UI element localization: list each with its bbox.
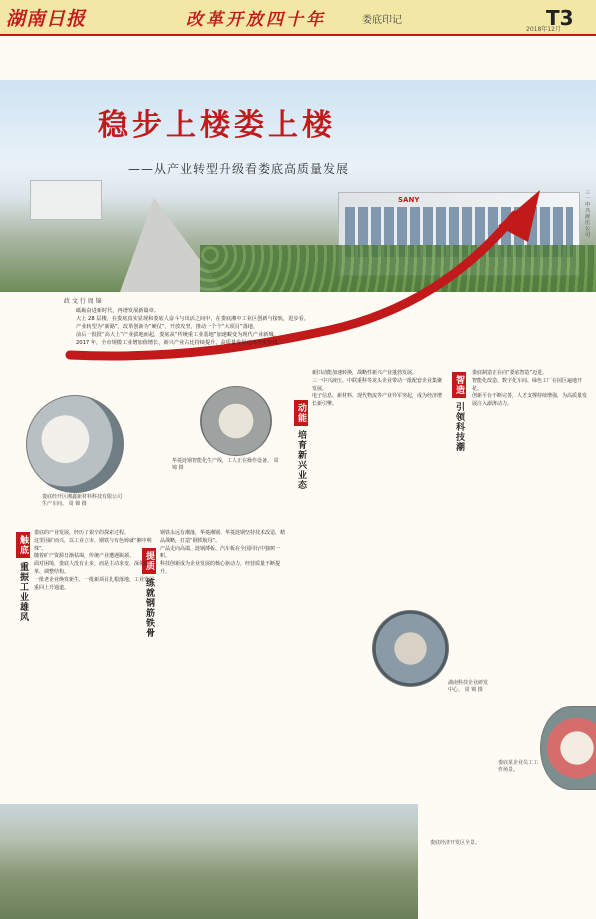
section-4-title: 引领科技潮 [454, 402, 464, 453]
section-header-3 [294, 400, 308, 490]
section-label: 娄底印记 [362, 15, 402, 26]
photo3-credit: 周 锦 摄 [464, 687, 483, 693]
body-line: 科技创新成为企业发展的核心驱动力，经营质量不断提升。 [160, 561, 281, 575]
steel-plant-photo [200, 386, 272, 456]
section-2-tab: 提质 [142, 548, 156, 574]
workers-photo [540, 706, 596, 790]
body-line: 娄底的产业发展，经历了艰辛的探索过程。 [34, 530, 130, 536]
body-line: 娄底制造正在向“娄底智造”迈进。 [472, 370, 548, 376]
factory-workshop-photo [26, 395, 124, 493]
lead-line: 砥砺奋进新时代，再谱发展新篇章。 [76, 308, 160, 314]
body-line: 面对困境，娄底人没有止步，而是主动求变、深化改革、调整结构。 [34, 561, 150, 575]
hero-side-caption: 三一中兴液压公司 [585, 190, 591, 238]
article-column-1 [34, 530, 156, 800]
photo2-caption-text: 华菱涟钢智能化生产线，工人正在操作设备。 [172, 458, 273, 464]
body-line: 三一中兴液压、中联重科等龙头企业带动一批配套企业集聚发展。 [312, 377, 443, 392]
photo1-credit: 周 锦 摄 [68, 501, 87, 507]
factory-sign: SANY [398, 196, 420, 204]
body-line: 智能化改造、数字化车间、绿色工厂在园区遍地开花。 [472, 377, 583, 392]
body-line: 创新平台不断完善，人才支撑持续增强，为高质量发展注入澎湃动力。 [472, 393, 588, 408]
section-3-tab: 动能 [294, 400, 308, 426]
photo4-caption: 娄底某企业员工工作场景。 [498, 760, 539, 773]
newspaper-logo: 湖南日报 [6, 8, 87, 30]
body-line: 随着矿产资源日渐枯竭，传统产业遭遇瓶颈。 [34, 553, 135, 560]
headline: 稳步上楼娄上楼 [98, 108, 336, 143]
photo1-caption-text: 娄底经开区湘鑫新材料科技有限公司生产车间。 [42, 494, 123, 507]
section-header-1 [16, 532, 30, 622]
photo2-caption [172, 458, 282, 472]
section-2-title: 练就钢筋铁骨 [144, 578, 154, 639]
body-line: 这里因矿而兴，以工业立市，钢铁与有色铸就“湘中明珠”。 [34, 537, 152, 552]
page-number: T3 [546, 6, 574, 30]
photo1-caption [42, 494, 122, 508]
section-1-title: 重振工业雄风 [18, 562, 28, 623]
issue-date: 2018年12月 [526, 26, 561, 33]
lead-line: 2017 年，全市规模工业增加值增长，新兴产业占比持续提升，高质量发展迈出坚实步伐。 [76, 340, 283, 346]
subheadline: ——从产业转型升级看娄底高质量发展 [128, 162, 350, 176]
lead-line: 前后一批批“高大上”产业拔地而起，娄底从“传统重工业基地”加速蜕变为现代产业新城。 [76, 332, 279, 338]
city-panorama-photo [0, 804, 418, 919]
article-column-3 [312, 370, 442, 600]
lead-line: 产业转型为“新路”，改革创新为“硬仗”，开放攻坚，推动一个个“大项目”落地， [76, 324, 259, 330]
article-column-4 [472, 370, 590, 690]
series-title: 改革开放四十年 [186, 10, 326, 30]
section-4-tab: 智造 [452, 372, 466, 398]
photo3-caption-text: 湖南科技企业研发中心。 [448, 680, 489, 693]
section-3-title: 培育新兴业态 [296, 430, 306, 491]
byline: 政 文 行 周 锦 [64, 298, 102, 305]
section-header-4 [452, 372, 466, 452]
section-1-tab: 触底 [16, 532, 30, 558]
photo2-credit: 周 锦 摄 [172, 458, 279, 471]
body-line: 新旧动能加速转换，战略性新兴产业蓬勃发展。 [312, 370, 418, 376]
body-line: 电子信息、新材料、现代物流等产业异军突起，成为经济增长新引擎。 [312, 393, 443, 408]
lead-paragraph [76, 307, 376, 347]
photo5-caption: 娄底经济开发区全景。 [430, 840, 481, 846]
body-line: 一批老企业焕发新生，一批新项目扎根落地，工业发展重回上升通道。 [34, 576, 155, 591]
body-line: 产品走向高端，涟钢薄板、汽车板在全国同行中独树一帜。 [160, 545, 281, 560]
lead-line: 大上 28 层楼，在娄底真实显现和娄底人奋斗与出活之间中，在娄底湘中工业区创新与接轨，进步看。 [76, 316, 309, 322]
tech-lab-photo [372, 610, 449, 687]
body-line: 钢铁永远有潮落，华菱湘钢、华菱涟钢坚持技术改造、精品战略，打造“钢铁航母”。 [160, 530, 286, 544]
article-column-2 [160, 530, 288, 800]
